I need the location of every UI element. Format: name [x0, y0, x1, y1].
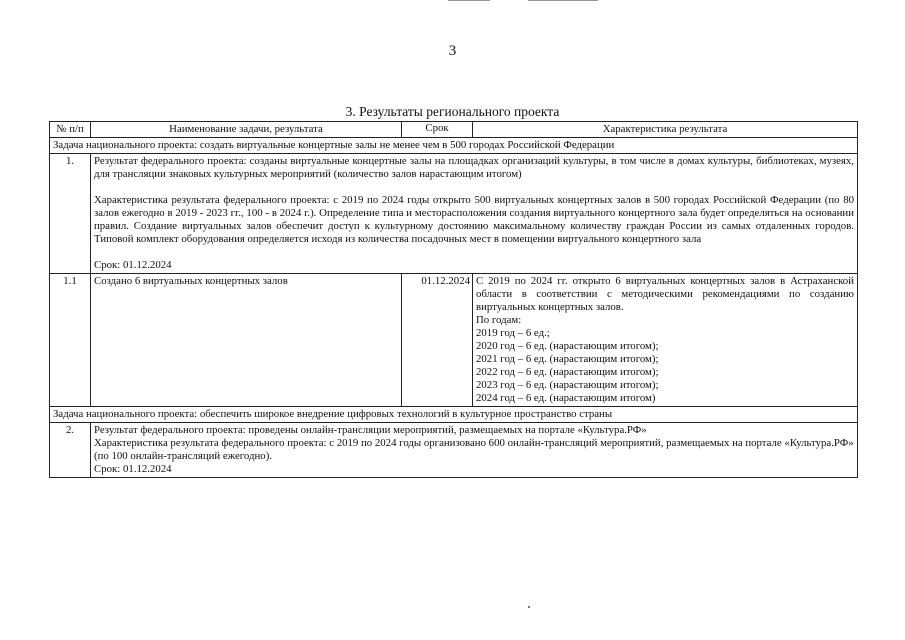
scan-dot [528, 606, 530, 608]
row-2-result: Результат федерального проекта: проведены онлайн-трансляции мероприятий, размещаемых на портале «Культура.РФ» [94, 424, 647, 436]
top-scan-mark [448, 0, 598, 2]
task-1-text: Задача национального проекта: создать виртуальные концертные залы не менее чем в 500 городах Российской Федерации [50, 138, 858, 154]
row-1-characteristic: Характеристика результата федерального проекта: с 2019 по 2024 годы открыто 500 виртуальных концертных залов в 500 городах Российской Федерации (по 80 залов ежегодно в 2019 - 2023 гг., 100 - в 2024 г.). Определение типа и месторасположения создания виртуального концертного зала будет определяться на основании правил. Создание виртуальных залов обеспечит доступ к культурному достоянию максимальному количеству граждан России из самых отдаленных городов. Типовой комплект оборудования определяется исходя из количества посадочных мест в помещении виртуального концертного зала [94, 194, 854, 245]
header-name: Наименование задачи, результата [91, 122, 402, 138]
row-2-note: (по 100 онлайн-трансляций ежегодно). [94, 450, 272, 462]
year-line: 2021 год – 6 ед. (нарастающим итогом); [476, 353, 659, 365]
year-line: 2024 год – 6 ед. (нарастающим итогом) [476, 392, 656, 404]
page-number: 3 [448, 43, 457, 59]
table-row-1-1 [50, 274, 858, 407]
row-1-1-date: 01.12.2024 [402, 274, 473, 407]
header-row [50, 122, 858, 138]
section-title: 3. Результаты регионального проекта [345, 104, 560, 119]
row-2-content [91, 423, 858, 478]
row-2-deadline: Срок: 01.12.2024 [94, 463, 172, 475]
task-row-1 [50, 138, 858, 154]
row-1-content [91, 154, 858, 274]
row-1-1-num: 1.1 [50, 274, 91, 407]
table-row-1 [50, 154, 858, 274]
row-1-1-characteristic [473, 274, 858, 407]
year-line: 2023 год – 6 ед. (нарастающим итогом); [476, 379, 659, 391]
row-1-result: Результат федерального проекта: созданы виртуальные концертные залы на площадках организаций культуры, в том числе в домах культуры, библиотеках, музеях, для трансляции знаковых культурных мероприятий (количество залов нарастающим итогом) [94, 155, 854, 180]
row-1-1-name: Создано 6 виртуальных концертных залов [91, 274, 402, 407]
header-characteristic: Характеристика результата [473, 122, 858, 138]
row-1-1-description: С 2019 по 2024 гг. открыто 6 виртуальных концертных залов в Астраханской области в соответствии с методическими рекомендациями по созданию виртуальных концертных залов. [476, 275, 854, 313]
row-1-deadline: Срок: 01.12.2024 [94, 259, 172, 271]
task-row-2 [50, 407, 858, 423]
task-2-text: Задача национального проекта: обеспечить широкое внедрение цифровых технологий в культурное пространство страны [50, 407, 858, 423]
header-deadline: Срок [402, 122, 473, 138]
header-num: № п/п [50, 122, 91, 138]
year-line: 2019 год – 6 ед.; [476, 327, 550, 339]
row-2-characteristic: Характеристика результата федерального проекта: с 2019 по 2024 годы организовано 600 онлайн-трансляций мероприятий, размещаемых на портале «Культура.РФ» [94, 437, 854, 449]
year-line: 2022 год – 6 ед. (нарастающим итогом); [476, 366, 659, 378]
table-row-2 [50, 423, 858, 478]
row-1-num: 1. [50, 154, 91, 274]
year-line: 2020 год – 6 ед. (нарастающим итогом); [476, 340, 659, 352]
results-table [49, 121, 858, 478]
row-2-num: 2. [50, 423, 91, 478]
by-years-label: По годам: [476, 314, 522, 326]
